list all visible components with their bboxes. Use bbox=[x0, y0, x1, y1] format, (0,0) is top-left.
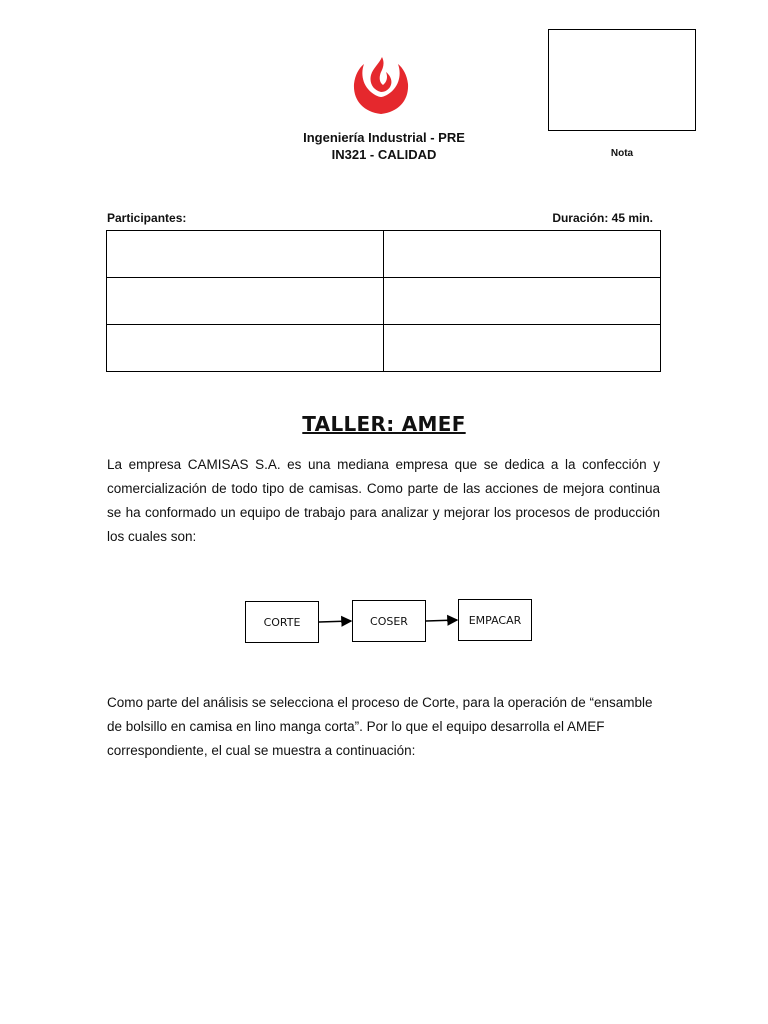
course-title: IN321 - CALIDAD bbox=[331, 147, 437, 162]
workshop-title: TALLER: AMEF bbox=[302, 412, 466, 436]
process-step-coser: COSER bbox=[352, 600, 426, 642]
grade-label: Nota bbox=[610, 148, 634, 159]
duration-label: Duración: 45 min. bbox=[552, 211, 653, 225]
intro-paragraph: La empresa CAMISAS S.A. es una mediana empresa que se dedica a la confección y comercialización de todo tipo de camisas. Como parte de las acciones de mejora continua se ha conformado un equipo de trabajo para analizar y mejorar los procesos de producción los cuales son: bbox=[107, 457, 660, 544]
analysis-paragraph: Como parte del análisis se selecciona el proceso de Corte, para la operación de “ensamble de bolsillo en camisa en lino manga corta”. Por lo que el equipo desarrolla el AMEF correspondiente, el cual se muestra a continuación: bbox=[107, 695, 653, 758]
flow-arrow bbox=[319, 621, 351, 622]
flow-arrow bbox=[426, 620, 457, 621]
process-step-corte: CORTE bbox=[245, 601, 319, 643]
process-step-empacar: EMPACAR bbox=[458, 599, 532, 641]
participants-label: Participantes: bbox=[107, 211, 187, 225]
program-title: Ingeniería Industrial - PRE bbox=[303, 130, 465, 145]
